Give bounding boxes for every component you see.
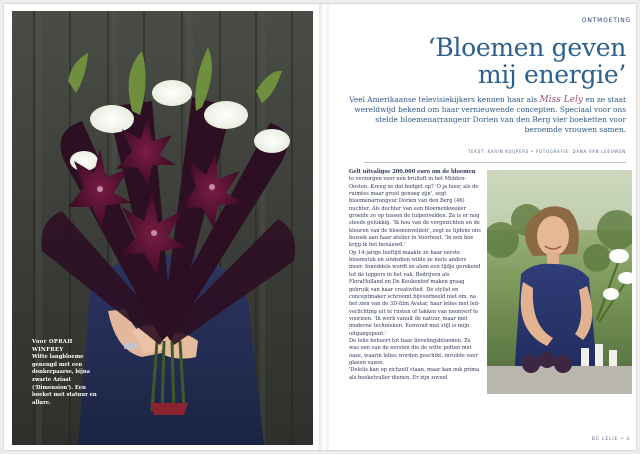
headline-line-2: mij energie’	[477, 60, 626, 89]
magazine-spread	[4, 4, 636, 450]
page-footer: DE LELIE • 3	[591, 437, 630, 442]
page-gutter	[319, 4, 329, 450]
intro-name: Miss Lely	[539, 95, 583, 105]
headline	[334, 34, 626, 88]
portrait-photo-illustration	[487, 170, 632, 394]
caption-text: Witte langbloeme genengd met een donkerpaarse, bijna zwarte Aziaat ('Dimension'). Een boeket met statuur en allure.	[32, 354, 97, 406]
divider	[364, 162, 626, 163]
article-body	[349, 169, 481, 382]
intro-before: Veel Amerikaanse televisiekijkers kennen haar als	[349, 95, 538, 104]
portrait-photo	[487, 170, 632, 394]
section-label: ONTMOETING	[581, 17, 631, 24]
body-paragraph-4: 'Delelis kan op zichzelf staan, maar kan ook prima als boeketvuller dienen. Er zijn zoveel	[349, 367, 480, 381]
intro-after: en ze staat wereldwijd bekend om haar vernieuwende concepten. Speciaal voor ons stelde bloemenarrangeur Dorien van den Berg vier boeketten voor beroemde vrouwen samen.	[354, 95, 626, 134]
body-p1: te verzorgen voor een bruiloft in het Midden-Oosten. Kreeg ze dat budget op? 'O ja hoor, als de ruimtes maar groot genoeg zijn', zegt bloemenarrangeur Dorien van den Berg (46) nuchter. Als dochter van een bloemenkweker groeide ze op tussen de tulpenvelden. Ze is er nog steeds gelukkig. 'Ik hou van de vergezichten en de kleuren van de bloemenvelden', zegt ze tijdens ons bezoek aan haar atelier in Voorhout. 'In een hoe krijg ik het benauwd.'	[349, 176, 481, 249]
body-paragraph-2: Op 14-jarige leeftijd maakte ze haar eerste bloemstuk en sindsdien wilde ze niets anders meer. Inmiddels wordt ze alom een tijdje gerekend tot de toppers in het vak. Bedrijven als FloraHolland en De Keukenhof maken graag gebruik van haar creativiteit. De stylist en conceptmaker schroomt bijvoorbeeld niet om, na het zien van de 3D-film Avatar, haar lelies met led-verlichting uit te rusten of takken van neonverf te voorzien. 'Ik werk vanuit de natuur, maar met moderne technieken. Eenvoud met stijl is mijn uitgangspunt.'	[349, 249, 481, 337]
intro-paragraph	[336, 95, 626, 135]
headline-line-1: ‘Bloemen geven	[427, 33, 626, 62]
credits-line: TEKST: KARIN KUIJPERS • FOTOGRAFIE: DANA VAN LEEUWEN	[467, 149, 626, 154]
bouquet-photo	[12, 11, 313, 445]
body-lead: Gelt uitvaligse 200.000 euro om de bloemen	[349, 169, 476, 175]
caption-title: Voor OPRAH WINFREY	[32, 339, 73, 353]
body-paragraph-1	[349, 169, 481, 250]
photo-caption	[32, 339, 98, 407]
body-paragraph-3: De lelie behoort tot haar lievelingsbloemen. Ze was een van de eersten die de witte potten met oase, waarin lelies worden geschikt, inruilde voor glazen vazen.	[349, 337, 478, 366]
